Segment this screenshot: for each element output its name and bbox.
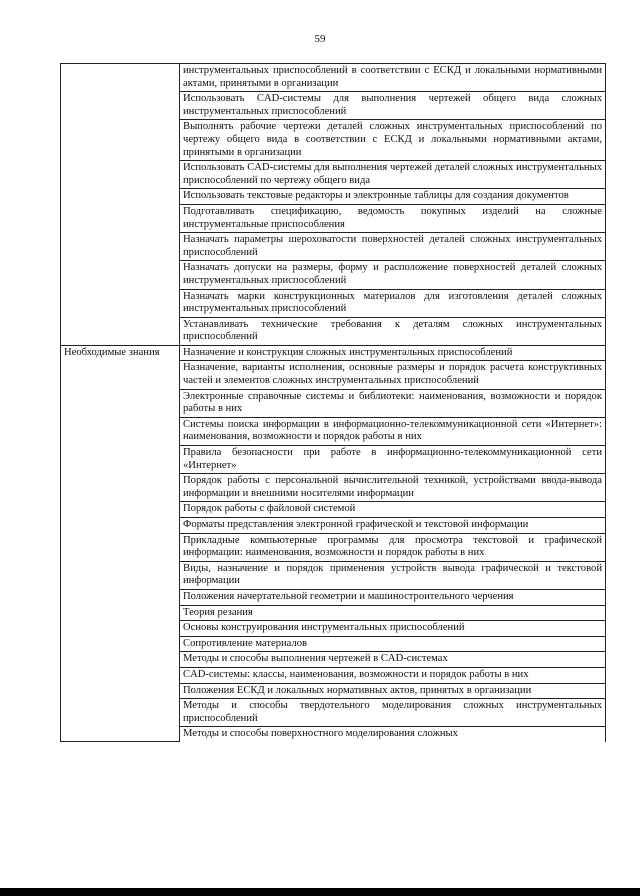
table-cell: Назначение, варианты исполнения, основные размеры и порядок расчета конструктивных частей и элементов сложных инструментальных приспособлений — [180, 361, 606, 389]
knowledge-group-label: Необходимые знания — [61, 345, 180, 742]
table-cell: Сопротивление материалов — [180, 636, 606, 652]
table-cell: Положения ЕСКД и локальных нормативных актов, принятых в организации — [180, 683, 606, 699]
table-row — [61, 64, 606, 92]
table-cell: Прикладные компьютерные программы для просмотра текстовой и графической информации: наименования, возможности и порядок работы в них — [180, 533, 606, 561]
table-cell: Методы и способы выполнения чертежей в CAD-системах — [180, 652, 606, 668]
table-cell: Использовать CAD-системы для выполнения чертежей общего вида сложных инструментальных приспособлений — [180, 92, 606, 120]
table-cell: Назначение и конструкция сложных инструментальных приспособлений — [180, 345, 606, 361]
table-cell: Форматы представления электронной графической и текстовой информации — [180, 518, 606, 534]
table-cell: Порядок работы с файловой системой — [180, 502, 606, 518]
table-cell: Системы поиска информации в информационно-телекоммуникационной сети «Интернет»: наименования, возможности и порядок работы в них — [180, 417, 606, 445]
table-cell: Назначать марки конструкционных материалов для изготовления деталей сложных инструментальных приспособлений — [180, 289, 606, 317]
table-cell: Выполнять рабочие чертежи деталей сложных инструментальных приспособлений по чертежу общего вида в соответствии с ЕСКД и локальными нормативными актами, принятыми в организации — [180, 120, 606, 161]
table-cell: Назначать параметры шероховатости поверхностей деталей сложных инструментальных приспособлений — [180, 233, 606, 261]
requirements-table — [60, 63, 606, 742]
table-cell: Подготавливать спецификацию, ведомость покупных изделий на сложные инструментальные приспособления — [180, 204, 606, 232]
skills-group-cell — [61, 64, 180, 346]
table-cell: Назначать допуски на размеры, форму и расположение поверхностей деталей сложных инструментальных приспособлений — [180, 261, 606, 289]
table-cell: Методы и способы поверхностного моделирования сложных — [180, 727, 606, 742]
page-number: 59 — [314, 33, 326, 45]
table-cell: Теория резания — [180, 605, 606, 621]
table-cell: Электронные справочные системы и библиотеки: наименования, возможности и порядок работы в них — [180, 389, 606, 417]
scan-bottom-edge — [0, 888, 640, 896]
table-cell: инструментальных приспособлений в соответствии с ЕСКД и локальными нормативными актами, принятыми в организации — [180, 64, 606, 92]
table-cell: Правила безопасности при работе в информационно-телекоммуникационной сети «Интернет» — [180, 446, 606, 474]
table-cell: Порядок работы с персональной вычислительной техникой, устройствами ввода-вывода информации и внешними носителями информации — [180, 474, 606, 502]
table-cell: Устанавливать технические требования к деталям сложных инструментальных приспособлений — [180, 317, 606, 345]
table-cell: Использовать CAD-системы для выполнения чертежей деталей сложных инструментальных приспособлений по чертежу общего вида — [180, 161, 606, 189]
table-cell: Виды, назначение и порядок применения устройств вывода графической и текстовой информации — [180, 561, 606, 589]
table-cell: Положения начертательной геометрии и машиностроительного черчения — [180, 589, 606, 605]
table-cell: Основы конструирования инструментальных приспособлений — [180, 621, 606, 637]
table-cell: Методы и способы твердотельного моделирования сложных инструментальных приспособлений — [180, 699, 606, 727]
table-row — [61, 345, 606, 361]
table-cell: Использовать текстовые редакторы и электронные таблицы для создания документов — [180, 189, 606, 205]
table-cell: CAD-системы: классы, наименования, возможности и порядок работы в них — [180, 667, 606, 683]
